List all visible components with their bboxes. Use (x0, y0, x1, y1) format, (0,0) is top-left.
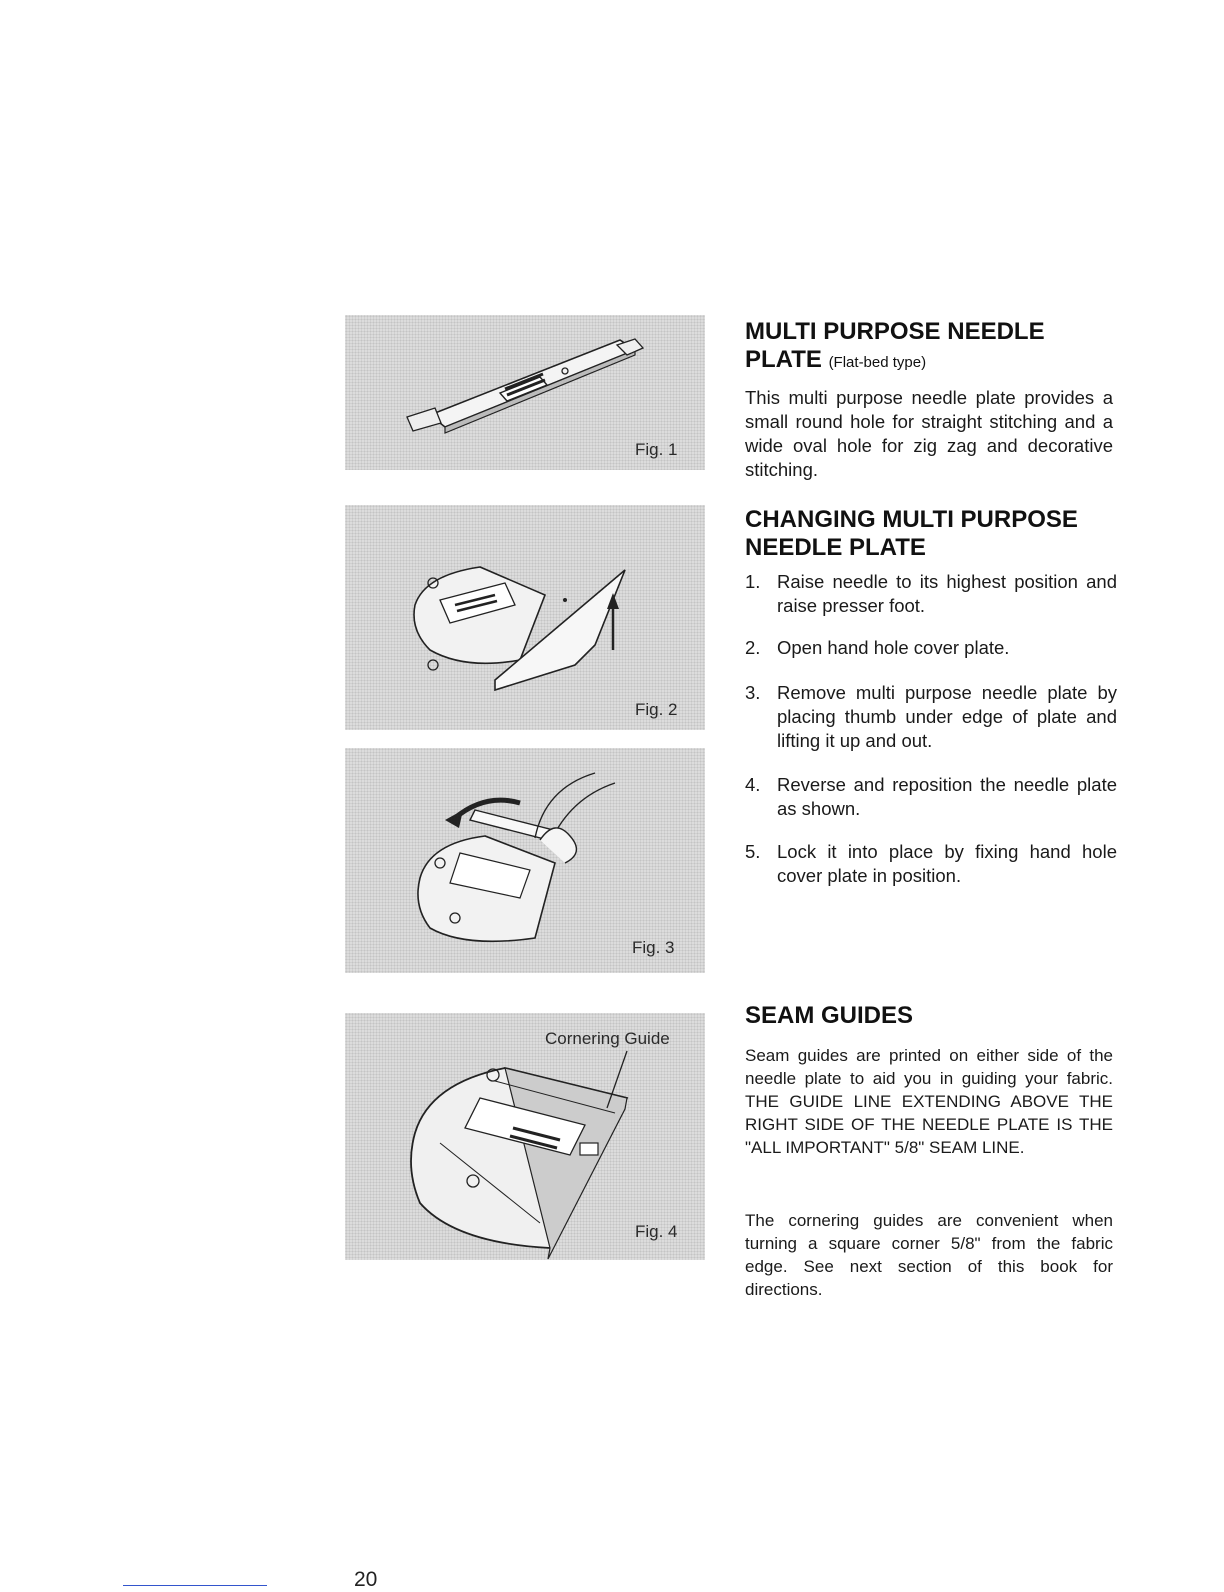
heading-line-1: CHANGING MULTI PURPOSE (745, 506, 1078, 533)
section-seam-guides-heading: SEAM GUIDES (745, 1002, 914, 1029)
heading-subtitle: (Flat-bed type) (828, 354, 927, 371)
figure-1 (345, 315, 705, 470)
figure-2-label: Fig. 2 (635, 700, 678, 719)
step-2 (745, 636, 1117, 660)
cornering-guide-callout: Cornering Guide (545, 1029, 670, 1048)
step-5 (745, 840, 1117, 888)
heading-line-2: NEEDLE PLATE (745, 534, 926, 561)
figure-1-label: Fig. 1 (635, 440, 678, 459)
step-number: 1. (745, 571, 761, 592)
step-text: Raise needle to its highest position and raise presser foot. (777, 571, 1117, 616)
page-number: 20 (354, 1568, 378, 1591)
step-number: 3. (745, 682, 761, 703)
plate-removal-illustration (345, 505, 705, 730)
figure-4 (345, 1013, 705, 1260)
step-text: Open hand hole cover plate. (777, 637, 1010, 658)
footer-rule (123, 1585, 267, 1586)
figure-2 (345, 505, 705, 730)
section-multi-purpose-body: This multi purpose needle plate provides a small round hole for straight stitching and a wide oval hole for zig zag and decorative stitching. (745, 387, 1113, 480)
step-text: Reverse and reposition the needle plate as shown. (777, 774, 1117, 819)
heading-line-1: MULTI PURPOSE NEEDLE (745, 318, 1045, 345)
figure-3 (345, 748, 705, 973)
heading-line-2: PLATE (745, 346, 822, 373)
section-changing-plate-heading (745, 506, 1078, 562)
seam-guides-body-2: The cornering guides are convenient when turning a square corner 5/8" from the fabric edge. See next section of this book for directions. (745, 1211, 1113, 1299)
step-text: Lock it into place by fixing hand hole cover plate in position. (777, 841, 1117, 886)
step-3 (745, 681, 1117, 753)
step-1 (745, 570, 1117, 618)
section-multi-purpose-heading (745, 318, 1045, 377)
step-text: Remove multi purpose needle plate by placing thumb under edge of plate and lifting it up and out. (777, 682, 1117, 751)
step-number: 5. (745, 841, 761, 862)
figure-3-label: Fig. 3 (632, 938, 675, 957)
step-number: 2. (745, 637, 761, 658)
step-4 (745, 773, 1117, 821)
step-number: 4. (745, 774, 761, 795)
figure-4-label: Fig. 4 (635, 1222, 678, 1241)
seam-guides-body-1: Seam guides are printed on either side of the needle plate to aid you in guiding your fabric. THE GUIDE LINE EXTENDING ABOVE THE RIGHT SIDE OF THE NEEDLE PLATE IS THE "ALL IMPORTANT" 5/8" SEAM LINE. (745, 1046, 1113, 1157)
